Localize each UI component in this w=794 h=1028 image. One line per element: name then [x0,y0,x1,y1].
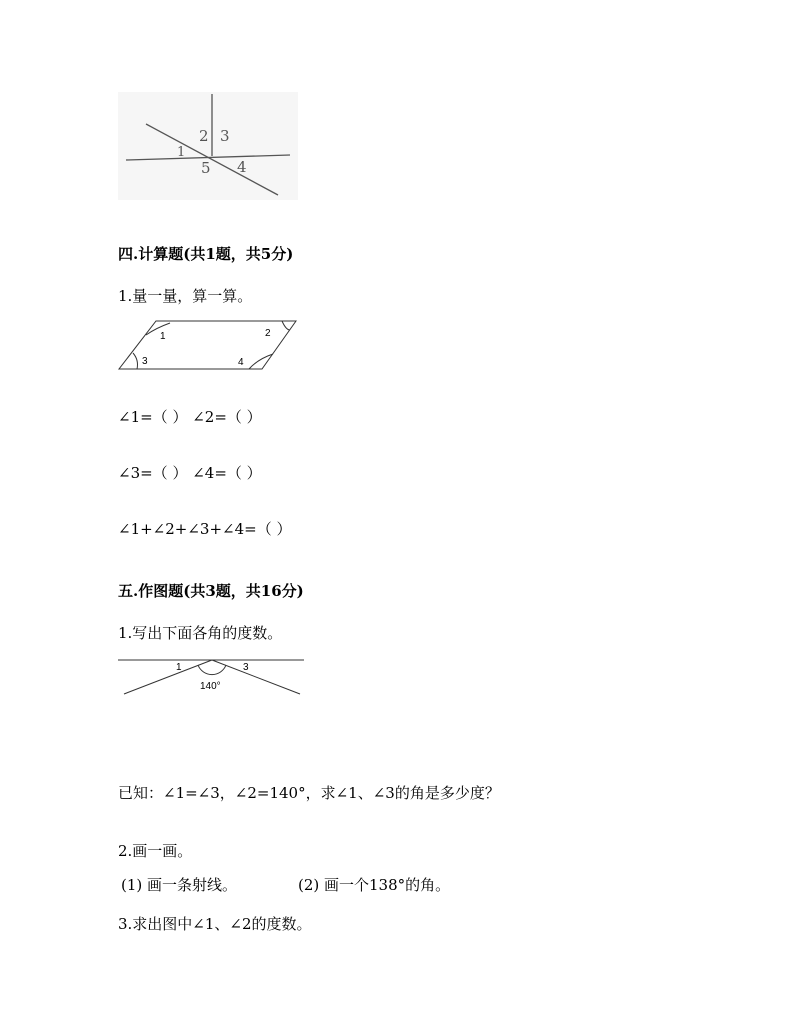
angle-label-1: 1 [177,145,186,160]
section5-question3: 3.求出图中∠1、∠2的度数。 [118,915,312,933]
section4-heading: 四.计算题(共1题，共5分) [118,245,294,263]
question2-part1: (1) 画一条射线。 [121,876,238,894]
section4-question1: 1.量一量，算一算。 [118,287,253,305]
figure-intersecting-lines [118,92,298,200]
angle-label-3: 3 [220,127,230,145]
section5-question2: 2.画一画。 [118,842,193,860]
parallelogram-svg [112,316,304,374]
angle-label-5: 5 [201,159,211,177]
angle-label-right-3: 3 [243,662,249,673]
angle-140-svg [116,654,308,698]
given-statement: 已知：∠1=∠3，∠2=140°，求∠1、∠3的角是多少度？ [118,784,500,802]
parallelogram-label-1: 1 [160,331,166,342]
angle-label-2: 2 [199,127,209,145]
figure-parallelogram [112,316,304,374]
angle-arc-2 [282,321,290,330]
section5-question1: 1.写出下面各角的度数。 [118,624,283,642]
parallelogram-label-4: 4 [238,357,244,368]
angle-arc-3 [133,353,138,369]
question2-part2: (2) 画一个138°的角。 [298,876,451,894]
right-ray [212,660,300,694]
answer-line-angle-sum: ∠1+∠2+∠3+∠4=（ ） [118,520,292,538]
answer-line-angles-3-4: ∠3=（ ） ∠4=（ ） [118,464,262,482]
left-ray [124,660,212,694]
parallelogram-label-2: 2 [265,328,271,339]
angle-arc-140 [198,665,226,675]
answer-line-angles-1-2: ∠1=（ ） ∠2=（ ） [118,408,262,426]
angle-label-left-1: 1 [176,662,182,673]
angle-label-4: 4 [237,158,247,176]
angle-label-140: 140° [200,681,221,692]
figure-angle-140 [116,654,308,698]
intersecting-lines-svg [118,92,298,200]
angle-arc-4 [249,354,273,369]
figure-background [118,92,298,200]
parallelogram-label-3: 3 [142,356,148,367]
section5-heading: 五.作图题(共3题，共16分) [118,582,304,600]
